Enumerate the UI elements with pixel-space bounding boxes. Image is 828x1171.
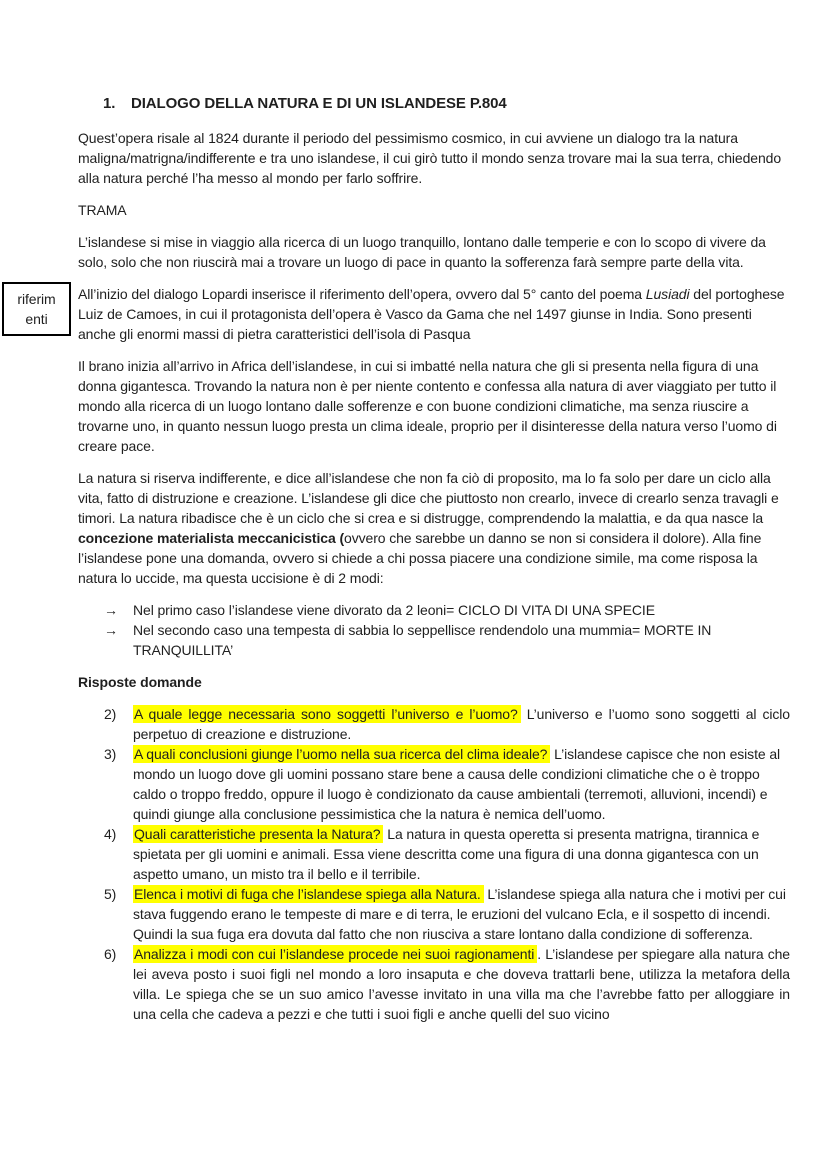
risposta-item-4 xyxy=(78,824,790,884)
trama-label: TRAMA xyxy=(78,202,127,218)
item-text xyxy=(133,824,790,884)
arrow-list-item xyxy=(78,600,790,620)
item-number: 3) xyxy=(104,746,117,762)
question-highlight: A quali conclusioni giunge l’uomo nella sua ricerca del clima ideale? xyxy=(133,745,550,763)
risposta-item-5 xyxy=(78,884,790,944)
intro-paragraph: Quest’opera risale al 1824 durante il periodo del pessimismo cosmico, in cui avviene un dialogo tra la natura maligna/matrigna/indifferente e tra uno islandese, il cui girò tutto il mondo senza trovare mai la sua terra, chiedendo alla natura perché l’ha messo al mondo per farlo soffrire. xyxy=(78,130,782,186)
item-number: 4) xyxy=(104,826,117,842)
page-title xyxy=(103,94,790,114)
trama-paragraph: L’islandese si mise in viaggio alla ricerca di un luogo tranquillo, lontano dalle temperie e con lo scopo di vivere da solo, solo che non riuscirà mai a trovare un luogo di pace in quanto la sofferenza farà sempre parte della vita. xyxy=(78,234,766,270)
question-highlight: Elenca i motivi di fuga che l’islandese spiega alla Natura. xyxy=(133,885,484,903)
arrow-item-text: Nel secondo caso una tempesta di sabbia lo seppellisce rendendolo una mummia= MORTE IN TRANQUILLITA’ xyxy=(133,622,712,658)
item-text xyxy=(133,944,790,1024)
risposte-heading: Risposte domande xyxy=(78,674,202,690)
item-number: 6) xyxy=(104,946,117,962)
riferimenti-text-italic: Lusiadi xyxy=(645,286,690,302)
arrow-list xyxy=(78,600,790,660)
arrow-icon: → xyxy=(104,602,118,618)
risposta-item-3 xyxy=(78,744,790,824)
item-text xyxy=(133,704,790,744)
item-number: 2) xyxy=(104,706,117,722)
answer-text: L’universo e l’uomo sono soggetti al ciclo perpetuo di creazione e distruzione. xyxy=(133,706,790,742)
item-text xyxy=(133,884,790,944)
margin-note-riferimenti xyxy=(2,282,71,336)
question-highlight: Quali caratteristiche presenta la Natura? xyxy=(133,825,383,843)
heading-text: DIALOGO DELLA NATURA E DI UN ISLANDESE P.804 xyxy=(131,95,507,112)
item-text xyxy=(133,744,790,824)
riferimenti-text-pre: All’inizio del dialogo Lopardi inserisce il riferimento dell’opera, ovvero dal 5° canto del poema xyxy=(78,286,646,302)
natura-text-bold: concezione materialista meccanicistica ( xyxy=(78,530,345,546)
arrow-icon: → xyxy=(104,622,118,638)
margin-note-line-1: riferim xyxy=(17,291,56,307)
answer-text: La natura in questa operetta si presenta matrigna, tirannica e spietata per gli uomini e animali. Essa viene descritta come una figura di una donna gigantesca con un aspetto umano, un misto tra il bello e il terribile. xyxy=(133,826,760,882)
risposte-list xyxy=(78,704,790,1024)
arrow-item-text: Nel primo caso l’islandese viene divorato da 2 leoni= CICLO DI VITA DI UNA SPECIE xyxy=(133,602,655,618)
question-highlight: A quale legge necessaria sono soggetti l’universo e l’uomo? xyxy=(133,705,521,723)
riferimenti-paragraph xyxy=(17,284,790,344)
risposta-item-2 xyxy=(78,704,790,744)
question-highlight: Analizza i modi con cui l’islandese procede nei suoi ragionamenti xyxy=(133,945,537,963)
natura-paragraph xyxy=(78,468,790,588)
answer-text: L’islandese capisce che non esiste al mondo un luogo dove gli uomini possano stare bene a causa delle condizioni climatiche che o è troppo caldo o troppo freddo, oppure il luogo è condizionato da cause ambientali (terremoti, alluvioni, incendi) e quindi giunge alla conclusione pessimistica che la natura è nemica dell’uomo. xyxy=(133,746,781,822)
riferimenti-text-post: del portoghese Luiz de Camoes, in cui il protagonista dell’opera è Vasco da Gama che nel 1497 giunse in India. Sono presenti anche gli enormi massi di pietra caratteristici dell’isola di Pasqua xyxy=(78,286,785,342)
item-number: 5) xyxy=(104,886,117,902)
answer-text: L’islandese spiega alla natura che i motivi per cui stava fuggendo erano le tempeste di mare e di terra, le eruzioni del vulcano Ecla, e il sospetto di incendi. Quindi la sua fuga era dovuta dal fatto che non riusciva a stare lontano dalla condizione di sofferenza. xyxy=(133,886,786,942)
natura-text-pre: La natura si riserva indifferente, e dice all’islandese che non fa ciò di proposito, ma lo fa solo per dare un ciclo alla vita, fatto di distruzione e creazione. L’islandese gli dice che piuttosto non crearlo, invece di crearlo senza travagli e timori. La natura ribadisce che è un ciclo che si crea e si distrugge, comprendendo la malattia, e da qua nasce la xyxy=(78,470,779,526)
brano-paragraph: Il brano inizia all’arrivo in Africa dell’islandese, in cui si imbatté nella natura che gli si presenta nella figura di una donna gigantesca. Trovando la natura non è per niente contento e confessa alla natura di aver viaggiato per tutto il mondo alla ricerca di un luogo lontano dalle sofferenze e con buone condizioni climatiche, ma senza riuscire a trovarne uno, in quanto nessun luogo presta un clima ideale, proprio per il disinteresse della natura verso l’uomo di creare pace. xyxy=(78,358,777,454)
margin-note-line-2: enti xyxy=(25,311,48,327)
answer-text: . L’islandese per spiegare alla natura che lei aveva posto i suoi figli nel mondo a loro insaputa e che doveva trattarli bene, utilizza la metafora della villa. Le spiega che se un suo amico l’avesse invitato in una villa ma che l’avrebbe fatto per alloggiare in una cella che cadeva a pezzi e che tutti i suoi figli e anche quelli del suo vicino xyxy=(133,946,790,1022)
natura-text-post: ovvero che sarebbe un danno se non si considera il dolore). Alla fine l’islandese pone una domanda, ovvero si chiede a chi possa piacere una condizione simile, ma come risposa la natura lo uccide, ma questa uccisione è di 2 modi: xyxy=(78,530,762,586)
risposta-item-6 xyxy=(78,944,790,1024)
arrow-list-item xyxy=(78,620,790,660)
heading-number: 1. xyxy=(103,95,116,112)
